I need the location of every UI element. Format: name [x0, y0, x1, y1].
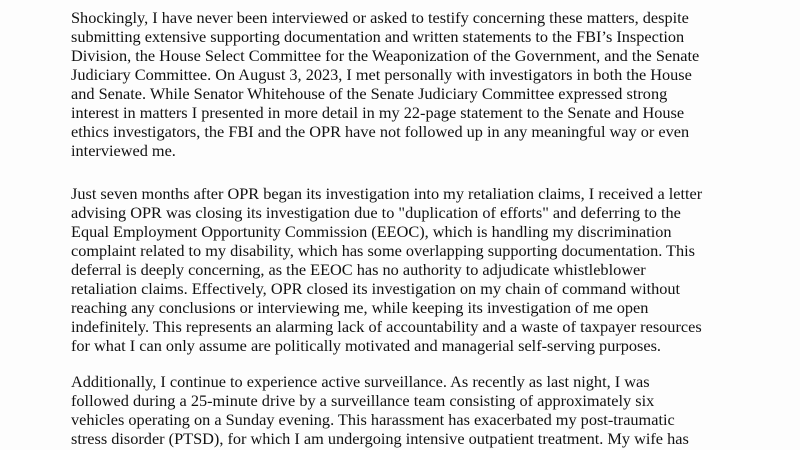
text-line: advising OPR was closing its investigation due to "duplication of efforts" and deferring to the — [71, 203, 681, 222]
text-line: Equal Employment Opportunity Commission (EEOC), which is handling my discrimination — [71, 222, 672, 241]
text-line: complaint related to my disability, which has some overlapping supporting documentation. This — [71, 241, 696, 260]
paragraph-opr-closure — [71, 184, 800, 355]
text-line: Just seven months after OPR began its investigation into my retaliation claims, I received a letter — [71, 184, 703, 203]
text-line: followed during a 25-minute drive by a surveillance team consisting of approximately six — [71, 391, 655, 410]
text-line: reaching any conclusions or interviewing me, while keeping its investigation of me open — [71, 298, 649, 317]
text-line: retaliation claims. Effectively, OPR closed its investigation on my chain of command without — [71, 279, 681, 298]
text-line: indefinitely. This represents an alarming lack of accountability and a waste of taxpayer resources — [71, 317, 702, 336]
text-line: Additionally, I continue to experience active surveillance. As recently as last night, I was — [71, 372, 650, 391]
text-line: for what I can only assume are politically motivated and managerial self-serving purposes. — [71, 336, 662, 355]
text-line: interviewed me. — [71, 141, 176, 160]
text-line: vehicles operating on a Sunday evening. This harassment has exacerbated my post-traumatic — [71, 410, 675, 429]
paragraph-interview-history — [71, 8, 800, 160]
text-line: deferral is deeply concerning, as the EEOC has no authority to adjudicate whistleblower — [71, 260, 646, 279]
text-line: Judiciary Committee. On August 3, 2023, I met personally with investigators in both the House — [71, 65, 692, 84]
text-line: ethics investigators, the FBI and the OPR have not followed up in any meaningful way or even — [71, 122, 690, 141]
text-line: and Senate. While Senator Whitehouse of the Senate Judiciary Committee expressed strong — [71, 84, 668, 103]
paragraph-surveillance — [71, 372, 800, 448]
text-line: Division, the House Select Committee for the Weaponization of the Government, and the Senate — [71, 46, 700, 65]
text-line: submitting extensive supporting documentation and written statements to the FBI’s Inspection — [71, 27, 685, 46]
text-line: stress disorder (PTSD), for which I am undergoing intensive outpatient treatment. My wife has — [71, 429, 689, 448]
text-line: Shockingly, I have never been interviewed or asked to testify concerning these matters, despite — [71, 8, 689, 27]
text-line: interest in matters I presented in more detail in my 22-page statement to the Senate and House — [71, 103, 685, 122]
